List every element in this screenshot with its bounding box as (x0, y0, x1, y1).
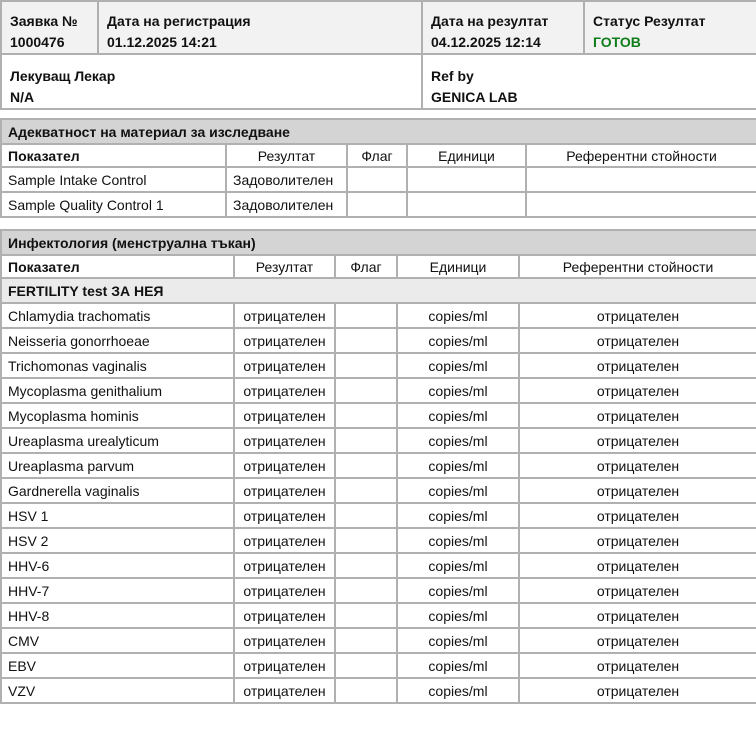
result-value: отрицателен (234, 528, 335, 553)
parameter-name: HHV-7 (1, 578, 234, 603)
table-row (1, 653, 756, 678)
parameter-name: EBV (1, 653, 234, 678)
request-number-label: Заявка № (10, 13, 78, 29)
reference-value (526, 167, 756, 192)
parameter-name: Sample Intake Control (1, 167, 226, 192)
registration-date-cell (98, 1, 422, 54)
flag-value (335, 503, 397, 528)
flag-value (335, 378, 397, 403)
units-value: copies/ml (397, 678, 519, 703)
table-row (1, 628, 756, 653)
parameter-name: HSV 1 (1, 503, 234, 528)
result-value: отрицателен (234, 453, 335, 478)
infect-col-units: Единици (397, 255, 519, 278)
units-value: copies/ml (397, 378, 519, 403)
reference-value: отрицателен (519, 528, 756, 553)
result-status-cell (584, 1, 756, 54)
units-value: copies/ml (397, 303, 519, 328)
result-date-value: 04.12.2025 12:14 (431, 34, 541, 50)
units-value: copies/ml (397, 503, 519, 528)
table-row (1, 303, 756, 328)
units-value: copies/ml (397, 603, 519, 628)
result-value: отрицателен (234, 603, 335, 628)
reference-value: отрицателен (519, 503, 756, 528)
result-value: отрицателен (234, 628, 335, 653)
registration-date-value: 01.12.2025 14:21 (107, 34, 217, 50)
units-value: copies/ml (397, 578, 519, 603)
infect-col-parameter: Показател (1, 255, 234, 278)
table-row (1, 478, 756, 503)
result-value: отрицателен (234, 353, 335, 378)
units-value (407, 192, 526, 217)
flag-value (335, 478, 397, 503)
doctor-value: N/A (10, 89, 35, 105)
parameter-name: HHV-8 (1, 603, 234, 628)
registration-date-label: Дата на регистрация (107, 13, 251, 29)
parameter-name: HSV 2 (1, 528, 234, 553)
result-value: отрицателен (234, 428, 335, 453)
flag-value (335, 403, 397, 428)
parameter-name: Trichomonas vaginalis (1, 353, 234, 378)
parameter-name: HHV-6 (1, 553, 234, 578)
units-value: copies/ml (397, 428, 519, 453)
flag-value (335, 428, 397, 453)
units-value: copies/ml (397, 528, 519, 553)
reference-value: отрицателен (519, 478, 756, 503)
parameter-name: Mycoplasma hominis (1, 403, 234, 428)
adequacy-col-flag: Флаг (347, 144, 407, 167)
infect-col-result: Резултат (234, 255, 335, 278)
parameter-name: Chlamydia trachomatis (1, 303, 234, 328)
parameter-name: Ureaplasma urealyticum (1, 428, 234, 453)
result-value: отрицателен (234, 678, 335, 703)
result-value: отрицателен (234, 503, 335, 528)
result-status-value: ГОТОВ (593, 34, 641, 50)
units-value: copies/ml (397, 453, 519, 478)
adequacy-col-result: Резултат (226, 144, 347, 167)
reference-value: отрицателен (519, 578, 756, 603)
flag-value (335, 603, 397, 628)
units-value: copies/ml (397, 328, 519, 353)
units-value: copies/ml (397, 353, 519, 378)
adequacy-table (0, 118, 756, 218)
units-value: copies/ml (397, 553, 519, 578)
units-value: copies/ml (397, 478, 519, 503)
result-value: отрицателен (234, 653, 335, 678)
reference-value: отрицателен (519, 453, 756, 478)
units-value: copies/ml (397, 653, 519, 678)
reference-value: отрицателен (519, 553, 756, 578)
units-value: copies/ml (397, 403, 519, 428)
result-value: Задоволителен (226, 192, 347, 217)
flag-value (347, 167, 407, 192)
result-date-label: Дата на резултат (431, 13, 549, 29)
doctor-cell (1, 54, 422, 109)
doctor-label: Лекуващ Лекар (10, 68, 116, 84)
reference-value: отрицателен (519, 653, 756, 678)
flag-value (335, 628, 397, 653)
table-row (1, 528, 756, 553)
adequacy-col-parameter: Показател (1, 144, 226, 167)
adequacy-section-title: Адекватност на материал за изследване (1, 119, 756, 144)
table-row (1, 403, 756, 428)
reference-value: отрицателен (519, 353, 756, 378)
result-value: Задоволителен (226, 167, 347, 192)
table-row (1, 578, 756, 603)
flag-value (335, 678, 397, 703)
flag-value (335, 578, 397, 603)
units-value (407, 167, 526, 192)
ref-by-cell (422, 54, 756, 109)
table-row (1, 378, 756, 403)
parameter-name: Neisseria gonorrhoeae (1, 328, 234, 353)
adequacy-col-reference: Референтни стойности (526, 144, 756, 167)
reference-value: отрицателен (519, 403, 756, 428)
result-date-cell (422, 1, 584, 54)
result-value: отрицателен (234, 403, 335, 428)
reference-value: отрицателен (519, 328, 756, 353)
table-row (1, 553, 756, 578)
parameter-name: Sample Quality Control 1 (1, 192, 226, 217)
result-status-label: Статус Резултат (593, 13, 706, 29)
infectology-section-title: Инфектология (менструална тъкан) (1, 230, 756, 255)
flag-value (335, 353, 397, 378)
table-row (1, 428, 756, 453)
table-row (1, 353, 756, 378)
result-value: отрицателен (234, 553, 335, 578)
parameter-name: Mycoplasma genithalium (1, 378, 234, 403)
table-row (1, 328, 756, 353)
infectology-table (0, 229, 756, 704)
reference-value: отрицателен (519, 628, 756, 653)
parameter-name: CMV (1, 628, 234, 653)
reference-value: отрицателен (519, 603, 756, 628)
flag-value (335, 528, 397, 553)
request-number-value: 1000476 (10, 34, 65, 50)
table-row (1, 503, 756, 528)
result-value: отрицателен (234, 328, 335, 353)
flag-value (335, 303, 397, 328)
flag-value (347, 192, 407, 217)
ref-by-label: Ref by (431, 68, 474, 84)
table-row (1, 453, 756, 478)
report-header (0, 0, 756, 110)
table-row (1, 167, 756, 192)
reference-value: отрицателен (519, 378, 756, 403)
reference-value: отрицателен (519, 303, 756, 328)
table-row (1, 678, 756, 703)
result-value: отрицателен (234, 478, 335, 503)
flag-value (335, 653, 397, 678)
adequacy-col-units: Единици (407, 144, 526, 167)
flag-value (335, 553, 397, 578)
flag-value (335, 328, 397, 353)
units-value: copies/ml (397, 628, 519, 653)
infect-col-flag: Флаг (335, 255, 397, 278)
parameter-name: Gardnerella vaginalis (1, 478, 234, 503)
result-value: отрицателен (234, 378, 335, 403)
result-value: отрицателен (234, 303, 335, 328)
result-value: отрицателен (234, 578, 335, 603)
reference-value: отрицателен (519, 428, 756, 453)
reference-value (526, 192, 756, 217)
table-row (1, 603, 756, 628)
request-number-cell (1, 1, 98, 54)
test-group-title: FERTILITY test ЗА НЕЯ (1, 278, 756, 303)
infect-col-reference: Референтни стойности (519, 255, 756, 278)
parameter-name: Ureaplasma parvum (1, 453, 234, 478)
flag-value (335, 453, 397, 478)
table-row (1, 192, 756, 217)
ref-by-value: GENICA LAB (431, 89, 518, 105)
parameter-name: VZV (1, 678, 234, 703)
reference-value: отрицателен (519, 678, 756, 703)
